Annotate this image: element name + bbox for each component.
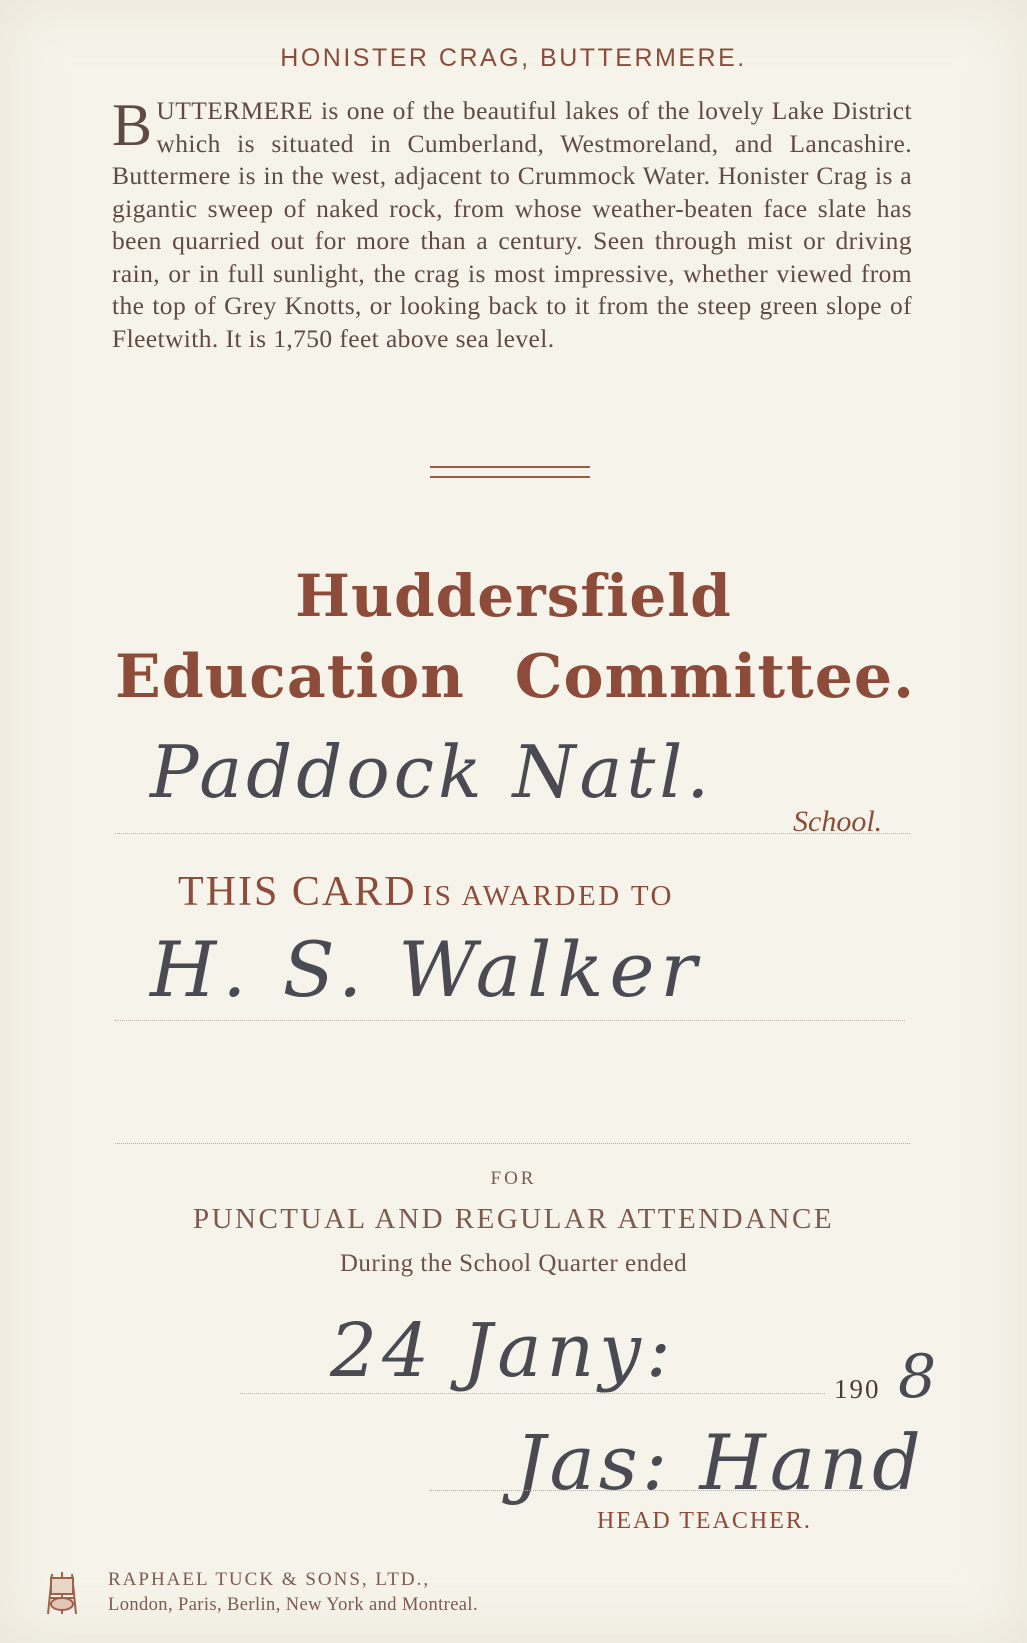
school-name-handwritten: Paddock Natl. [150, 730, 714, 814]
for-label: FOR [490, 1168, 537, 1189]
school-dotted-line [115, 833, 910, 834]
publisher-name: RAPHAEL TUCK & SONS, LTD., [108, 1569, 431, 1590]
quarter-label: During the School Quarter ended [339, 1250, 688, 1277]
divider-rule-bottom [430, 476, 590, 478]
head-teacher-signature: Jas: Hand [515, 1418, 925, 1507]
card-heading: HONISTER CRAG, BUTTERMERE. [280, 44, 747, 72]
attendance-reason: PUNCTUAL AND REGULAR ATTENDANCE [192, 1203, 835, 1235]
is-awarded-to-text: IS AWARDED TO [422, 880, 674, 912]
divider-rule-top [430, 466, 590, 468]
drop-cap: B [112, 92, 153, 158]
signature-dotted-line [430, 1490, 900, 1491]
this-card-text: THIS CARD [178, 869, 417, 915]
recipient-name-handwritten: H. S. Walker [150, 925, 703, 1014]
head-teacher-title: HEAD TEACHER. [597, 1508, 812, 1534]
publisher-cities: London, Paris, Berlin, New York and Montreal. [108, 1595, 478, 1615]
school-label: School. [793, 805, 883, 838]
date-handwritten: 24 Jany: [330, 1308, 676, 1394]
tuck-easel-palette-icon [44, 1570, 80, 1618]
description-paragraph [112, 92, 912, 355]
committee-title-line2 [115, 642, 915, 712]
blank-dotted-line [115, 1143, 910, 1144]
recipient-dotted-line [115, 1020, 905, 1021]
description-text: UTTERMERE is one of the beautiful lakes of the lovely Lake District which is situated in Cumberland, Westmoreland, and Lancashire. Buttermere is in the west, adjacent to Crummock Water. Honister Crag is a gigantic sweep of naked rock, from whose weather-beaten face slate has been quarried out for more than a century. Seen through mist or driving rain, or in full sunlight, the crag is most impressive, whether viewed from the top of Grey Knotts, or looking back to it from the steep green slope of Fleetwith. It is 1,750 feet above sea level. [112, 96, 912, 353]
committee-title-line1: Huddersfield [295, 562, 732, 630]
year-handwritten-digit: 8 [898, 1342, 937, 1412]
committee-word-committee: Committee. [514, 642, 915, 712]
year-printed: 190 [834, 1374, 881, 1404]
awarded-line [178, 868, 674, 916]
date-dotted-line [240, 1393, 825, 1394]
committee-word-education: Education [115, 642, 465, 712]
